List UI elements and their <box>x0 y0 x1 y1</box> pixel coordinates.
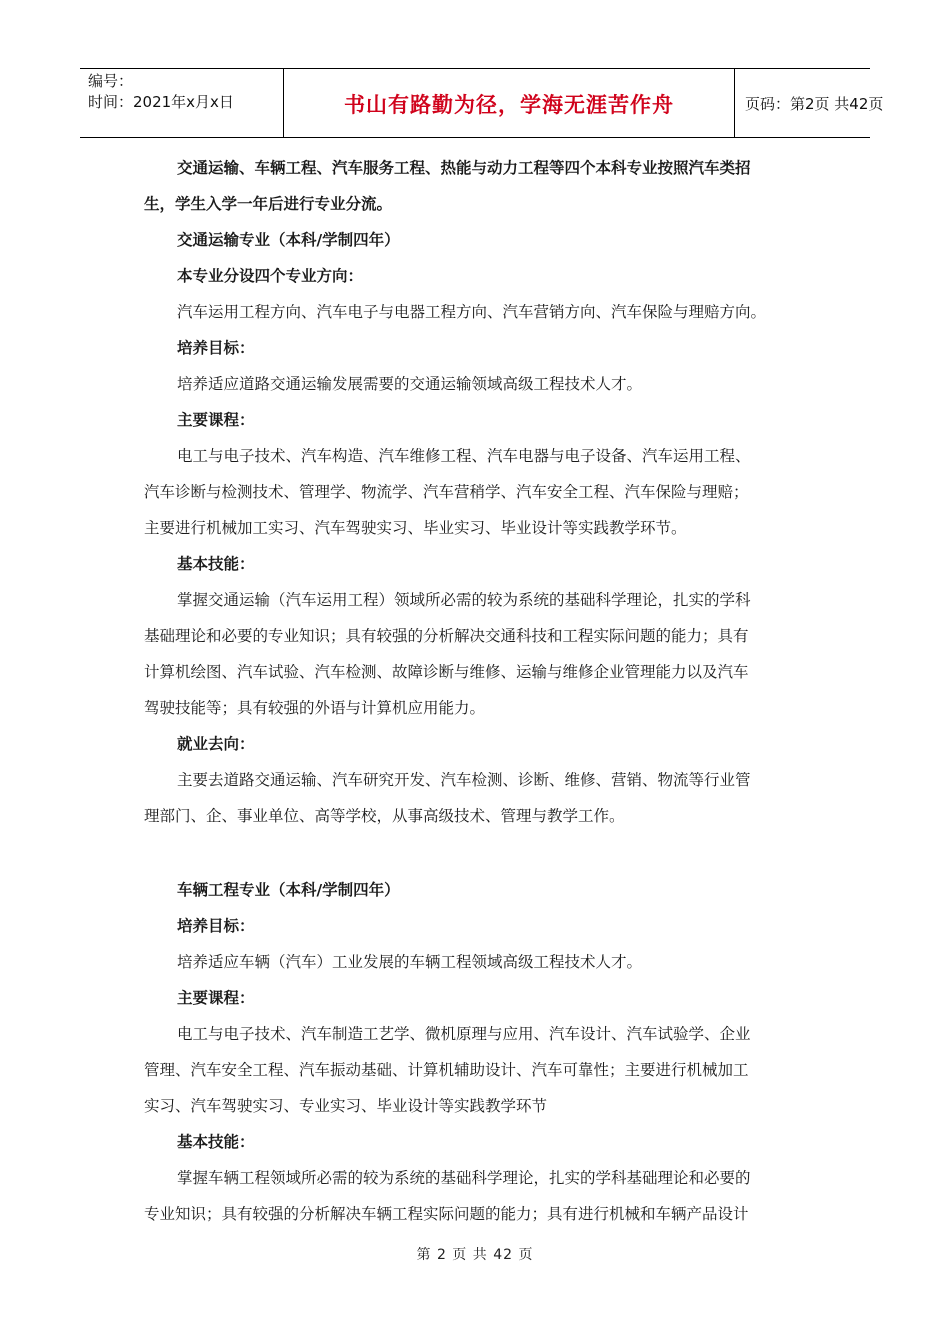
body-text-line: 汽车运用工程方向、汽车电子与电器工程方向、汽车营销方向、汽车保险与理赔方向。 <box>177 303 767 321</box>
body-text-line: 培养适应道路交通运输发展需要的交通运输领域高级工程技术人才。 <box>177 375 643 393</box>
section-heading: 基本技能： <box>177 555 255 573</box>
body-text-line: 理部门、企、事业单位、高等学校，从事高级技术、管理与教学工作。 <box>144 807 625 825</box>
body-text-line: 主要去道路交通运输、汽车研究开发、汽车检测、诊断、维修、营销、物流等行业管 <box>177 771 751 789</box>
body-text-line: 基础理论和必要的专业知识；具有较强的分析解决交通科技和工程实际问题的能力；具有 <box>144 627 749 645</box>
section-heading: 交通运输、车辆工程、汽车服务工程、热能与动力工程等四个本科专业按照汽车类招 <box>177 159 751 177</box>
page-header <box>80 68 884 138</box>
section-heading: 生，学生入学一年后进行专业分流。 <box>144 195 393 213</box>
body-text-line: 管理、汽车安全工程、汽车振动基础、计算机辅助设计、汽车可靠性；主要进行机械加工 <box>144 1061 749 1079</box>
body-text-line: 主要进行机械加工实习、汽车驾驶实习、毕业实习、毕业设计等实践教学环节。 <box>144 519 687 537</box>
body-text-line: 驾驶技能等；具有较强的外语与计算机应用能力。 <box>144 699 486 717</box>
body-text-line: 培养适应车辆（汽车）工业发展的车辆工程领域高级工程技术人才。 <box>177 953 643 971</box>
body-text-line: 实习、汽车驾驶实习、专业实习、毕业设计等实践教学环节 <box>144 1097 548 1115</box>
document-date: 时间：2021年x月x日 <box>88 93 234 111</box>
document-body <box>144 150 814 1232</box>
section-heading: 交通运输专业（本科/学制四年） <box>177 231 400 249</box>
document-number-label: 编号： <box>88 72 134 90</box>
section-heading: 本专业分设四个专业方向： <box>177 267 364 285</box>
section-heading: 车辆工程专业（本科/学制四年） <box>177 881 400 899</box>
section-heading: 基本技能： <box>177 1133 255 1151</box>
body-text-line: 电工与电子技术、汽车制造工艺学、微机原理与应用、汽车设计、汽车试验学、企业 <box>177 1025 751 1043</box>
body-text-line: 计算机绘图、汽车试验、汽车检测、故障诊断与维修、运输与维修企业管理能力以及汽车 <box>144 663 749 681</box>
page-footer: 第 2 页 共 42 页 <box>416 1247 534 1263</box>
section-heading: 就业去向： <box>177 735 255 753</box>
body-text-line: 掌握交通运输（汽车运用工程）领域所必需的较为系统的基础科学理论，扎实的学科 <box>177 591 751 609</box>
section-heading: 主要课程： <box>177 411 255 429</box>
body-text-line: 汽车诊断与检测技术、管理学、物流学、汽车营稍学、汽车安全工程、汽车保险与理赔； <box>144 483 749 501</box>
section-heading: 培养目标： <box>177 917 255 935</box>
section-gap <box>144 834 814 872</box>
body-text-line: 专业知识；具有较强的分析解决车辆工程实际问题的能力；具有进行机械和车辆产品设计 <box>144 1205 749 1223</box>
body-text-line: 掌握车辆工程领域所必需的较为系统的基础科学理论，扎实的学科基础理论和必要的 <box>177 1169 751 1187</box>
body-text-line: 电工与电子技术、汽车构造、汽车维修工程、汽车电器与电子设备、汽车运用工程、 <box>177 447 751 465</box>
header-motto: 书山有路勤为径，学海无涯苦作舟 <box>283 69 735 137</box>
header-meta <box>80 69 283 137</box>
header-page-info: 页码：第2页 共42页 <box>745 94 884 113</box>
section-heading: 培养目标： <box>177 339 255 357</box>
section-heading: 主要课程： <box>177 989 255 1007</box>
